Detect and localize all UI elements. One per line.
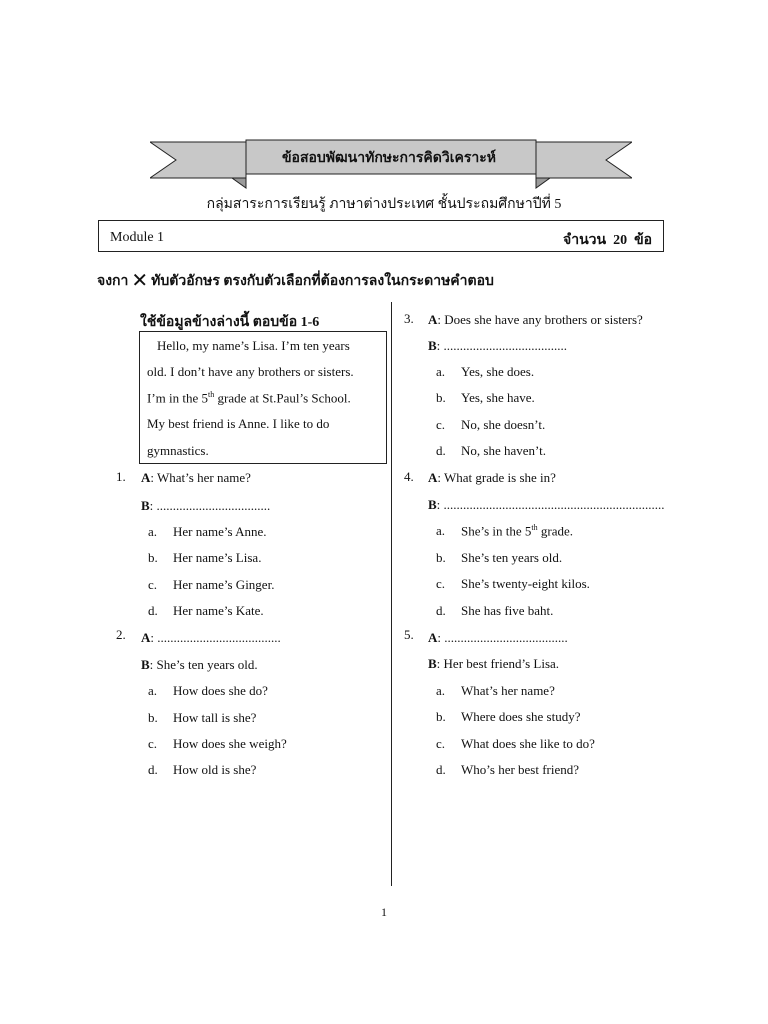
option-text: She’s in the 5th grade. [461, 523, 574, 539]
option-text: She has five baht. [461, 603, 554, 618]
instruction [97, 268, 494, 293]
option-text: No, she haven’t. [461, 443, 546, 458]
option-letter: d. [436, 443, 446, 458]
question-number: 3. [404, 311, 414, 326]
module-label: Module 1 [110, 230, 165, 245]
option-text: She’s twenty-eight kilos. [461, 576, 590, 591]
info-heading: ใช้ข้อมูลข้างล่างนี้ ตอบข้อ 1-6 [140, 315, 320, 330]
option-letter: c. [436, 576, 446, 591]
option-letter: b. [436, 709, 446, 724]
option-letter: d. [436, 762, 446, 777]
question-number: 4. [404, 469, 414, 484]
option-text: Her name’s Kate. [173, 603, 264, 618]
instruction-text: ทับตัวอักษร ตรงกับตัวเลือกที่ต้องการลงในกระดาษคำตอบ [151, 274, 494, 289]
cross-mark-icon: ✕ [131, 270, 149, 292]
question-number: 1. [116, 469, 126, 484]
subject-subtitle: กลุ่มสาระการเรียนรู้ ภาษาต่างประเทศ ชั้นประถมศึกษาปีที่ 5 [206, 197, 562, 212]
option-text: She’s ten years old. [461, 550, 563, 565]
option-text: How does she do? [173, 683, 268, 698]
dialogue-a: A: Does she have any brothers or sisters? [428, 312, 643, 327]
instruction-prefix: จงกา [97, 274, 129, 289]
passage-line: I’m in the 5th grade at St.Paul’s School. [147, 390, 351, 406]
option-letter: d. [436, 603, 446, 618]
question-number: 5. [404, 627, 414, 642]
banner-left-tail [150, 142, 246, 178]
option-letter: d. [148, 603, 158, 618]
option-text: What does she like to do? [461, 736, 595, 751]
option-text: How tall is she? [173, 710, 257, 725]
banner-right-tail [536, 142, 632, 178]
dialogue-a: A: What grade is she in? [428, 470, 556, 485]
page-number: 1 [381, 905, 387, 919]
banner-left-fold [232, 178, 246, 188]
option-text: Where does she study? [461, 709, 581, 724]
dialogue-a: A: ...................................... [141, 630, 281, 645]
option-text: No, she doesn’t. [461, 417, 546, 432]
dialogue-b: B: ................................... [141, 498, 271, 513]
dialogue-a: A: What’s her name? [141, 470, 251, 485]
question-count: จำนวน 20 ข้อ [563, 233, 653, 248]
option-letter: a. [148, 524, 158, 539]
option-letter: b. [148, 550, 158, 565]
option-text: Who’s her best friend? [461, 762, 580, 777]
reading-passage [139, 331, 387, 464]
option-letter: c. [148, 577, 158, 592]
option-text: What’s her name? [461, 683, 555, 698]
dialogue-b: B: ...................................... [428, 338, 568, 353]
passage-line: Hello, my name’s Lisa. I’m ten years [157, 338, 350, 353]
passage-line: My best friend is Anne. I like to do [147, 416, 330, 431]
option-letter: c. [436, 417, 446, 432]
option-letter: a. [436, 523, 446, 538]
option-text: Yes, she does. [461, 364, 535, 379]
option-letter: b. [148, 710, 158, 725]
dialogue-b: B: .................................................................... [428, 497, 665, 512]
question-number: 2. [116, 627, 126, 642]
dialogue-b: B: Her best friend’s Lisa. [428, 656, 560, 671]
option-letter: a. [436, 364, 446, 379]
option-text: Her name’s Lisa. [173, 550, 262, 565]
passage-line: old. I don’t have any brothers or sisters. [147, 364, 354, 379]
option-text: Her name’s Anne. [173, 524, 267, 539]
dialogue-a: A: ...................................... [428, 630, 568, 645]
dialogue-b: B: She’s ten years old. [141, 657, 258, 672]
banner-right-fold [536, 178, 550, 188]
column-divider [391, 302, 392, 886]
option-text: How does she weigh? [173, 736, 287, 751]
option-letter: a. [436, 683, 446, 698]
option-letter: b. [436, 550, 446, 565]
option-letter: b. [436, 390, 446, 405]
option-text: How old is she? [173, 762, 257, 777]
option-letter: d. [148, 762, 158, 777]
option-text: Her name’s Ginger. [173, 577, 275, 592]
option-letter: a. [148, 683, 158, 698]
option-text: Yes, she have. [461, 390, 535, 405]
banner-title: ข้อสอบพัฒนาทักษะการคิดวิเคราะห์ [281, 151, 497, 166]
passage-line: gymnastics. [147, 443, 209, 458]
option-letter: c. [148, 736, 158, 751]
option-letter: c. [436, 736, 446, 751]
